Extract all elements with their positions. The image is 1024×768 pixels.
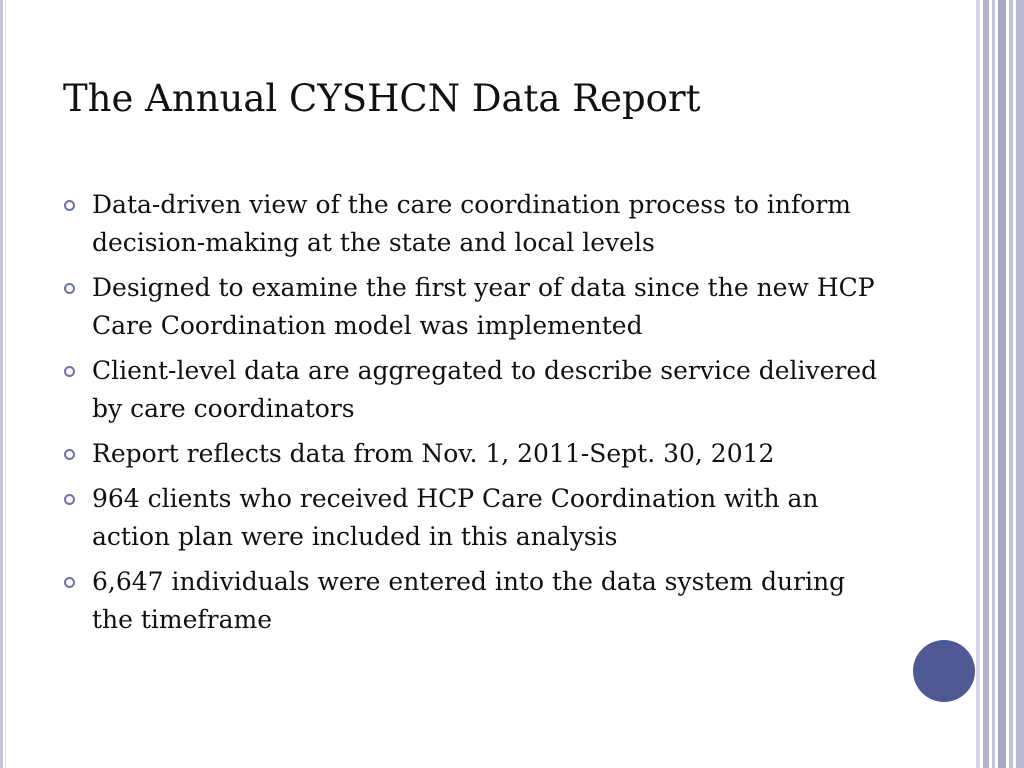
right-border-stripe — [992, 0, 995, 768]
bullet-list — [62, 186, 892, 646]
right-border-stripe — [976, 0, 980, 768]
bullet-item — [62, 352, 892, 428]
bullet-item — [62, 269, 892, 345]
right-border-stripe — [998, 0, 1006, 768]
bullet-text: Data-driven view of the care coordination process to inform decision-making at the state and local levels — [92, 190, 851, 257]
bullet-circle-icon — [64, 283, 75, 294]
bullet-text: 6,647 individuals were entered into the data system during the timeframe — [92, 567, 846, 634]
bullet-text: 964 clients who received HCP Care Coordination with an action plan were included in this analysis — [92, 484, 819, 551]
bullet-item — [62, 480, 892, 556]
left-border-inner-line — [5, 0, 6, 768]
bullet-circle-icon — [64, 200, 75, 211]
bullet-item — [62, 435, 892, 473]
bullet-circle-icon — [64, 366, 75, 377]
bullet-text: Report reflects data from Nov. 1, 2011-Sept. 30, 2012 — [92, 439, 775, 468]
bullet-text: Client-level data are aggregated to describe service delivered by care coordinators — [92, 356, 878, 423]
right-border-stripe — [1009, 0, 1013, 768]
right-border-stripe — [1016, 0, 1024, 768]
bullet-item — [62, 563, 892, 639]
bullet-circle-icon — [64, 449, 75, 460]
bullet-circle-icon — [64, 577, 75, 588]
bullet-text: Designed to examine the first year of data since the new HCP Care Coordination model was implemented — [92, 273, 875, 340]
right-border-stripe — [983, 0, 989, 768]
left-border-line — [0, 0, 3, 768]
bullet-circle-icon — [64, 494, 75, 505]
slide-title: The Annual CYSHCN Data Report — [63, 77, 701, 120]
decorative-circle-icon — [913, 640, 975, 702]
bullet-item — [62, 186, 892, 262]
